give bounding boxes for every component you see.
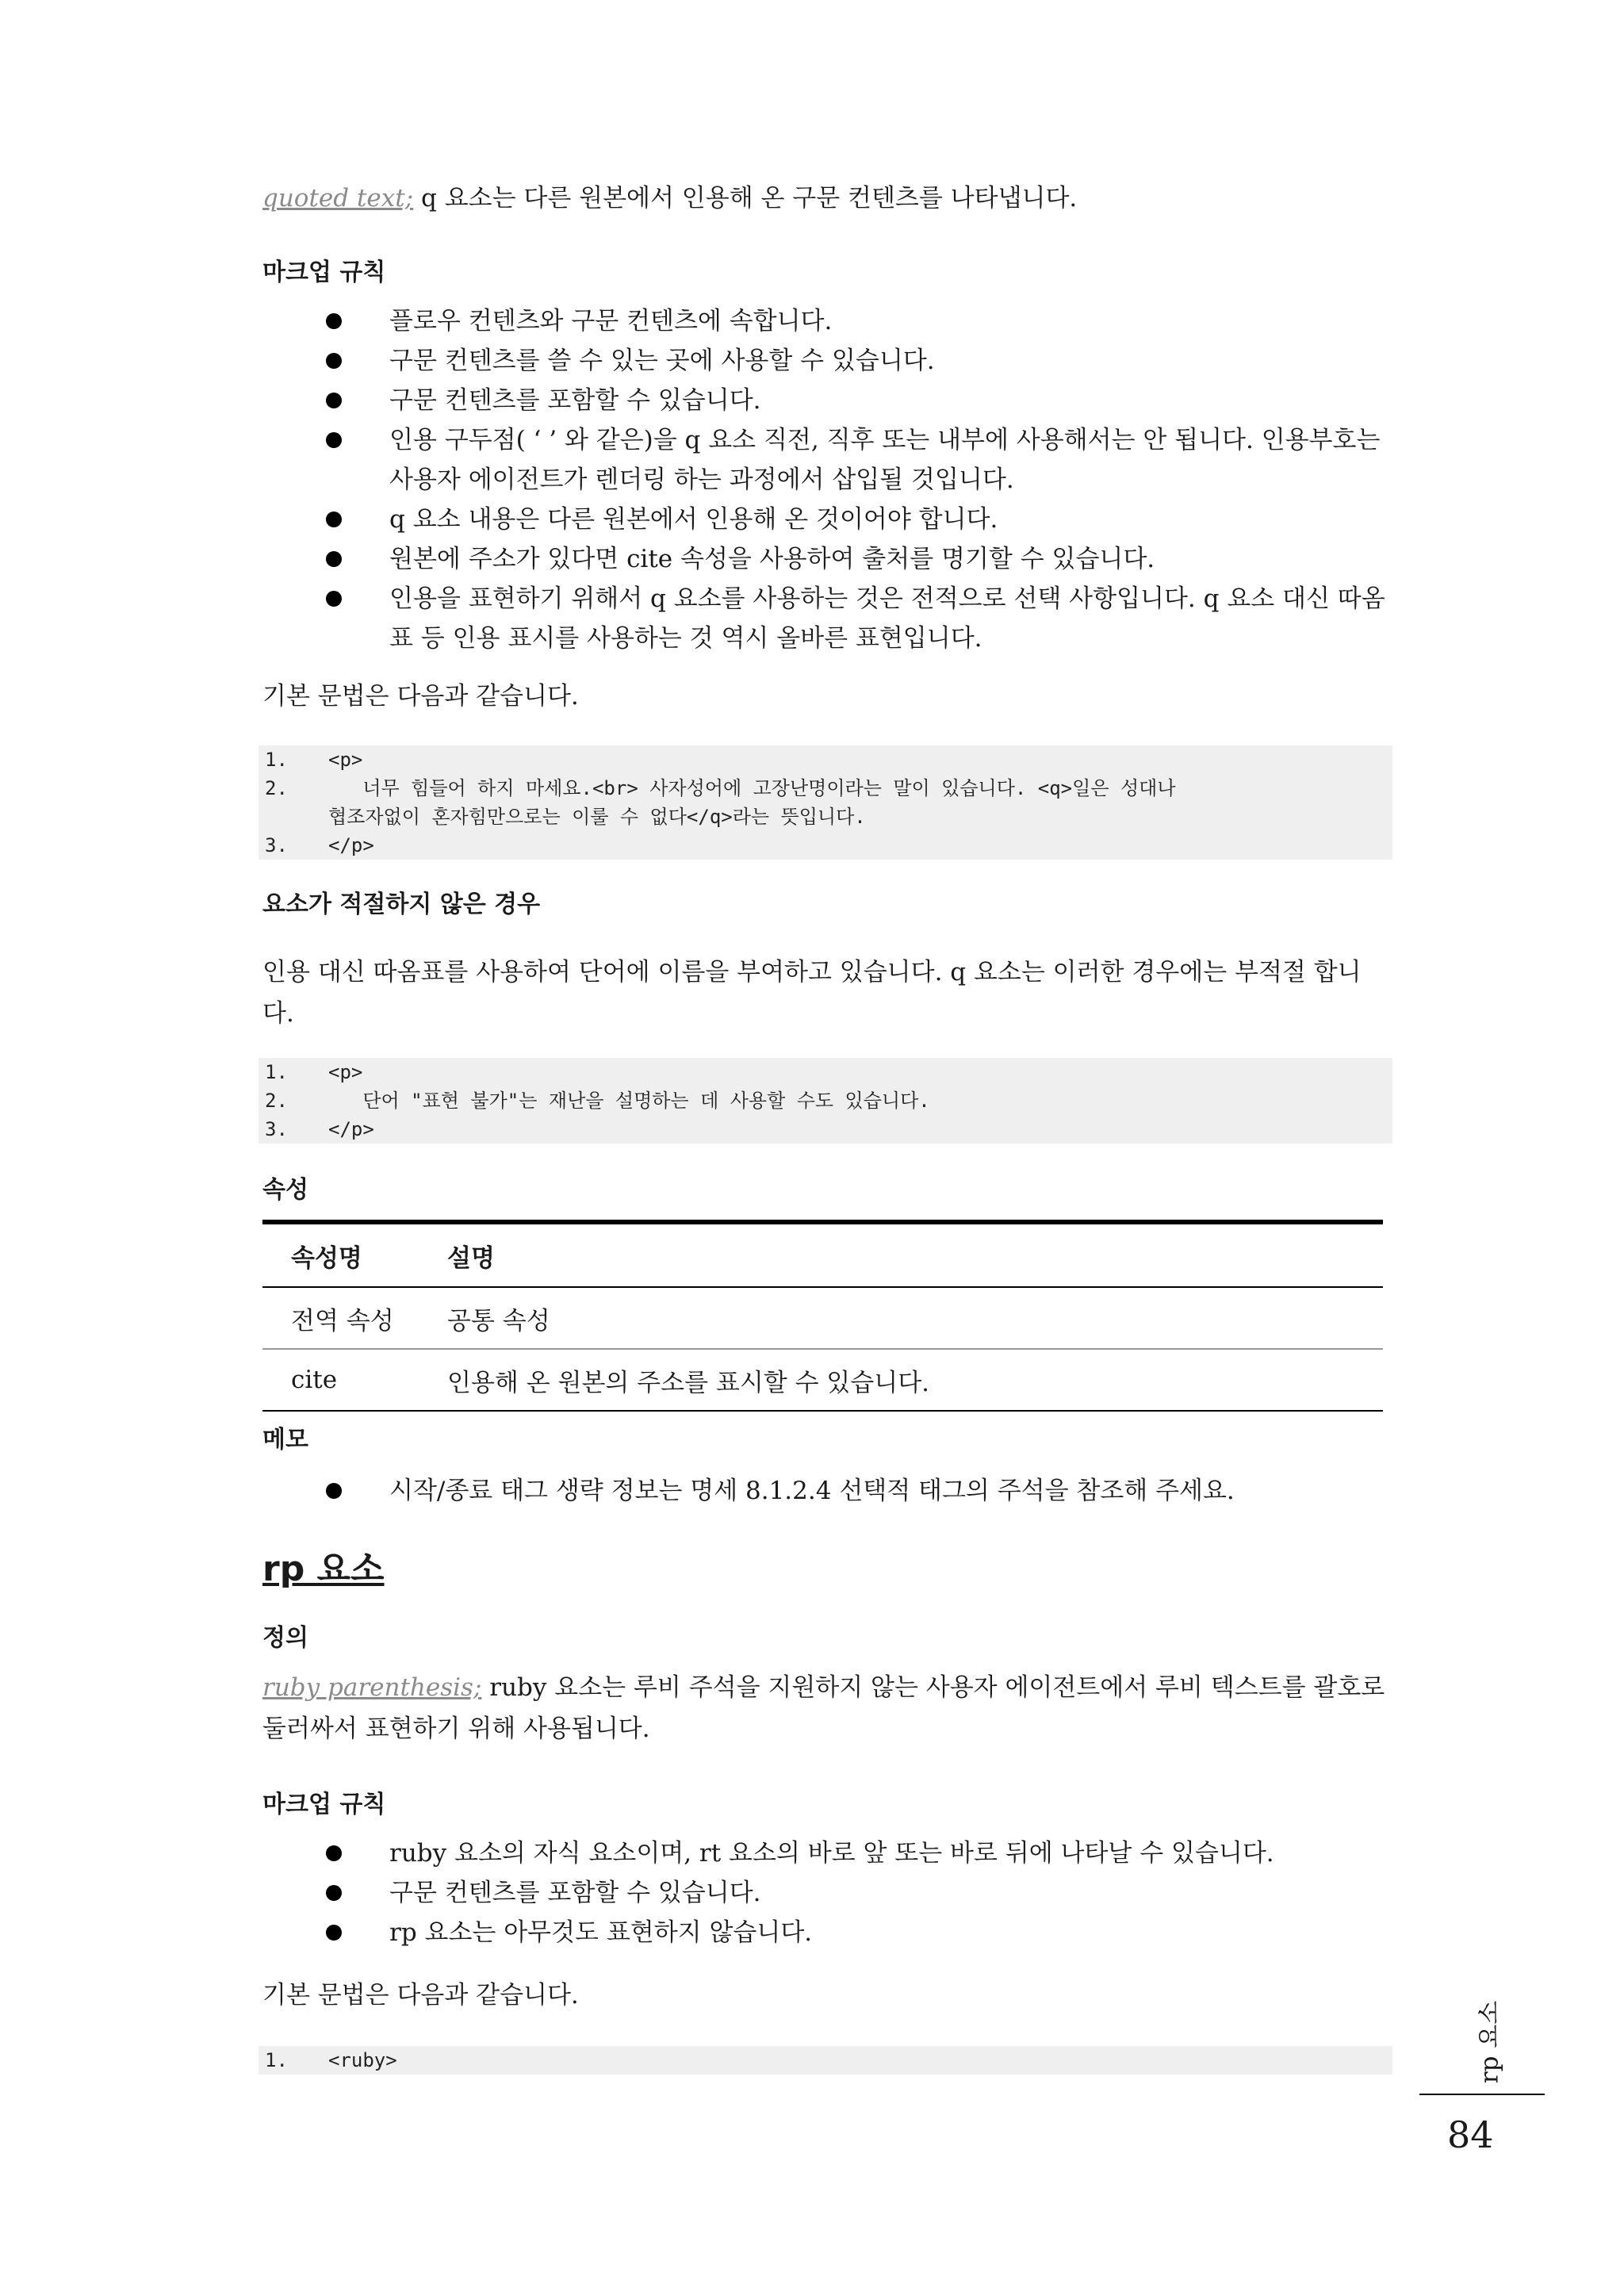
intro-text: q 요소는 다른 원본에서 인용해 온 구문 컨텐츠를 나타냅니다. xyxy=(413,184,1078,213)
bullet-icon xyxy=(326,551,342,567)
table-cell: 인용해 온 원본의 주소를 표시할 수 있습니다. xyxy=(446,1349,1383,1411)
list-item: rp 요소는 아무것도 표현하지 않습니다. xyxy=(262,1913,1388,1952)
inappropriate-heading: 요소가 적절하지 않은 경우 xyxy=(262,891,541,918)
memo-list xyxy=(262,1471,1388,1511)
code-line: 1. <ruby> xyxy=(265,2049,397,2071)
memo-heading: 메모 xyxy=(262,1426,308,1454)
rp-element-title: rp 요소 xyxy=(262,1549,385,1589)
page-number-divider xyxy=(1419,2094,1545,2095)
code-line: 3. </p> xyxy=(265,1118,374,1140)
rp-markup-rules-heading: 마크업 규칙 xyxy=(262,1791,386,1818)
list-item: 시작/종료 태그 생략 정보는 명세 8.1.2.4 선택적 태그의 주석을 참조해 주세요. xyxy=(262,1471,1388,1511)
list-item: 플로우 컨텐츠와 구문 컨텐츠에 속합니다. xyxy=(262,301,1388,341)
list-item: 인용을 표현하기 위해서 q 요소를 사용하는 것은 전적으로 선택 사항입니다. q 요소 대신 따옴표 등 인용 표시를 사용하는 것 역시 올바른 표현입니다. xyxy=(262,579,1388,658)
code-line: 1. <p> xyxy=(265,1061,363,1083)
markup-rules-heading: 마크업 규칙 xyxy=(262,259,386,286)
ruby-parenthesis-term: ruby parenthesis; xyxy=(262,1673,482,1702)
list-item: q 요소 내용은 다른 원본에서 인용해 온 것이어야 합니다. xyxy=(262,500,1388,539)
bullet-icon xyxy=(326,353,342,369)
list-item: 인용 구두점( ‘ ’ 와 같은)을 q 요소 직전, 직후 또는 내부에 사용해서는 안 됩니다. 인용부호는 사용자 에이전트가 렌더링 하는 과정에서 삽입될 것입니다. xyxy=(262,420,1388,500)
bullet-icon xyxy=(326,1885,342,1901)
bullet-icon xyxy=(326,1845,342,1861)
code-block-2 xyxy=(259,1058,1392,1144)
table-row xyxy=(262,1349,1383,1411)
code-block-3 xyxy=(259,2046,1392,2075)
bullet-icon xyxy=(326,393,342,408)
bullet-icon xyxy=(326,591,342,607)
attribute-table xyxy=(262,1224,1383,1412)
code-line: 1. <p> xyxy=(265,749,363,771)
bullet-icon xyxy=(326,511,342,527)
table-row xyxy=(262,1287,1383,1349)
bullet-icon xyxy=(326,1925,342,1941)
rp-rules-list xyxy=(262,1833,1388,1952)
list-item: 구문 컨텐츠를 쓸 수 있는 곳에 사용할 수 있습니다. xyxy=(262,341,1388,381)
table-cell: 공통 속성 xyxy=(446,1287,1383,1349)
q-rules-list xyxy=(262,301,1388,658)
bullet-icon xyxy=(326,1483,342,1499)
table-header-row xyxy=(262,1224,1383,1287)
bullet-icon xyxy=(326,432,342,448)
column-header: 속성명 xyxy=(262,1224,446,1287)
list-item: 구문 컨텐츠를 포함할 수 있습니다. xyxy=(262,1873,1388,1913)
page-number: 84 xyxy=(1447,2113,1494,2156)
quoted-text-term: quoted text; xyxy=(262,184,414,213)
code-block-1 xyxy=(259,745,1392,860)
attribute-table-wrapper xyxy=(262,1220,1383,1412)
list-item: ruby 요소의 자식 요소이며, rt 요소의 바로 앞 또는 바로 뒤에 나타날 수 있습니다. xyxy=(262,1833,1388,1873)
inappropriate-text: 인용 대신 따옴표를 사용하여 단어에 이름을 부여하고 있습니다. q 요소는 이러한 경우에는 부적절 합니다. xyxy=(262,958,1362,1028)
bullet-icon xyxy=(326,313,342,329)
rp-basic-syntax-text: 기본 문법은 다음과 같습니다. xyxy=(262,1981,579,2010)
rp-definition-paragraph xyxy=(262,1667,1388,1749)
code-line: 3. </p> xyxy=(265,834,374,856)
attributes-heading: 속성 xyxy=(262,1176,308,1204)
basic-syntax-text: 기본 문법은 다음과 같습니다. xyxy=(262,682,579,711)
code-line: 협조자없이 혼자힘만으로는 이룰 수 없다</q>라는 뜻입니다. xyxy=(328,806,866,828)
rp-definition-text: ruby 요소는 루비 주석을 지원하지 않는 사용자 에이전트에서 루비 텍스트를 괄호로 둘러싸서 표현하기 위해 사용됩니다. xyxy=(262,1673,1385,1743)
side-section-label: rp 요소 xyxy=(1475,2000,1504,2084)
side-section-label-wrapper xyxy=(1447,1994,1526,2090)
table-cell: 전역 속성 xyxy=(262,1287,446,1349)
definition-heading: 정의 xyxy=(262,1624,308,1652)
table-cell: cite xyxy=(262,1349,446,1411)
intro-paragraph xyxy=(262,178,1388,219)
column-header: 설명 xyxy=(446,1224,1383,1287)
list-item: 원본에 주소가 있다면 cite 속성을 사용하여 출처를 명기할 수 있습니다. xyxy=(262,539,1388,579)
code-line: 2. 너무 힘들어 하지 마세요.<br> 사자성어에 고장난명이라는 말이 있습니다. <q>일은 성대나 xyxy=(265,777,1176,799)
code-line: 2. 단어 "표현 불가"는 재난을 설명하는 데 사용할 수도 있습니다. xyxy=(265,1090,930,1112)
list-item: 구문 컨텐츠를 포함할 수 있습니다. xyxy=(262,381,1388,420)
